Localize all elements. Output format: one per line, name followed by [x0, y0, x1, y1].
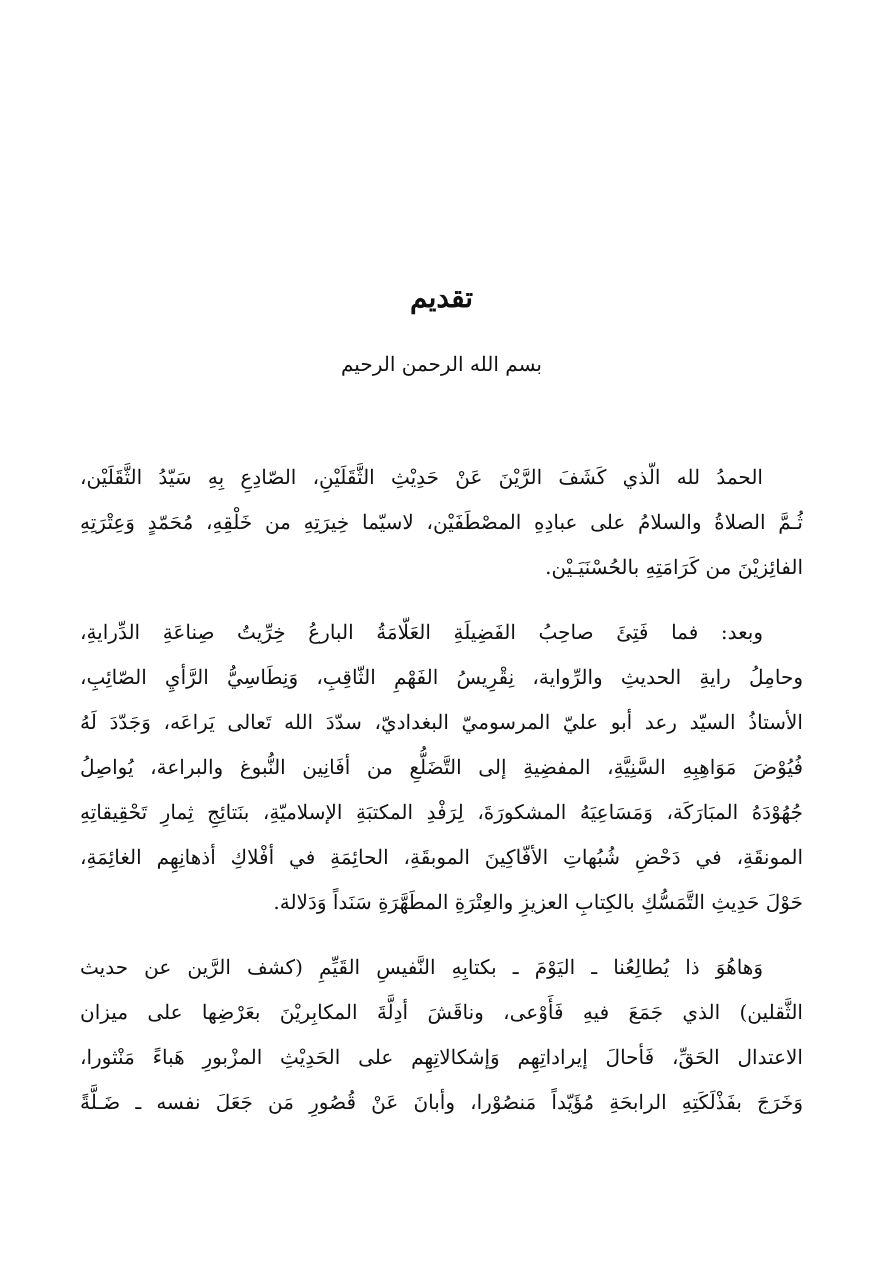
paragraph-2 — [80, 610, 803, 925]
text-line: المونقَةِ، في دَحْضِ شُبُهاتِ الأفّاكِينَ الموبقَةِ، الحائِمَةِ في أفْلاكِ أذهانِهِم الغائِمَةِ، — [80, 845, 803, 869]
text-line: وَهاهُوَ ذا يُطالِعُنا ـ اليَوْمَ ـ بكتابِهِ النَّفيسِ القَيِّمِ (كشف الرَّين عن حديث — [80, 955, 763, 979]
paragraph-gap — [80, 925, 803, 945]
text-line: جُهُوْدَهُ المبَارَكَة، وَمَسَاعِيَهُ المشكورَةَ، لِرَفْدِ المكتبَةِ الإسلاميّةِ، بنَتائِجِ ثِمارِ تَحْقِيقاتِهِ — [80, 800, 803, 824]
text-line: حَوْلَ حَدِيثِ التَّمَسُّكِ بالكِتابِ العزيزِ والعِتْرَةِ المطَهَّرَةِ سَنَداً وَدَلالة. — [273, 890, 803, 914]
text-line: وحامِلُ رايةِ الحديثِ والرِّواية، نِقْرِيسُ الفَهْمِ الثّاقِبِ، وَنِطَاسِيُّ الرَّأيِ الصّائِبِ، — [80, 665, 803, 689]
text-line: الاعتدال الحَقِّ، فَأحالَ إيراداتِهِم وَإشكالاتِهِم على الحَدِيْثِ المزْبورِ هَباءً مَنْثورا، — [80, 1045, 803, 1069]
text-line: الحمدُ لله الّذي كَشَفَ الرَّيْنَ عَنْ حَدِيْثِ الثَّقَلَيْنِ، الصّادِعِ بِهِ سَيّدُ الثَّقَلَيْن، — [80, 465, 763, 489]
text-line: فُيُوْضَ مَوَاهِبِهِ السَّنِيَّةِ، المفضِيةِ إلى التَّضَلُّعِ من أفَانِين النُّبوغ والبراعة، يُواصِلُ — [80, 755, 803, 779]
paragraph-gap — [80, 590, 803, 610]
text-line: الثَّقلين) الذي جَمَعَ فيهِ فَأَوْعى، وناقَشَ أدِلَّةَ المكابِريْنَ بعَرْضِها على ميزان — [80, 1000, 803, 1024]
body-text — [80, 455, 803, 1125]
text-line: الأستاذُ السيّد رعد أبو عليّ المرسوميّ البغداديّ، سدّدَ الله تَعالى يَراعَه، وَجَدّدَ لَهُ — [80, 710, 803, 734]
text-line: وَخَرَجَ بفَذْلَكَتِهِ الرابحَةِ مُؤَيّداً مَنصُوْرا، وأبانَ عَنْ قُصُورِ مَن جَعَلَ نفسه ـ ضَـلَّةً — [80, 1090, 803, 1114]
paragraph-3 — [80, 945, 803, 1125]
text-line: الفائِزيْنَ من كَرَامَتِهِ بالحُسْنَيَـيْن. — [545, 555, 803, 579]
text-line: ثُـمَّ الصلاةُ والسلامُ على عبادِهِ المصْطَفَيْن، لاسيّما خِيرَتِهِ من خَلْقِهِ، مُحَمّدٍ وَعِتْرَتِهِ — [80, 510, 803, 534]
page-title: تقديم — [409, 281, 474, 314]
basmala: بسم الله الرحمن الرحيم — [340, 352, 542, 376]
paragraph-1 — [80, 455, 803, 590]
text-line: وبعد: فما فَتِئَ صاحِبُ الفَضِيلَةِ العَلّامَةُ البارعُ خِرِّيتُ صِناعَةِ الدِّرايةِ، — [80, 620, 763, 644]
